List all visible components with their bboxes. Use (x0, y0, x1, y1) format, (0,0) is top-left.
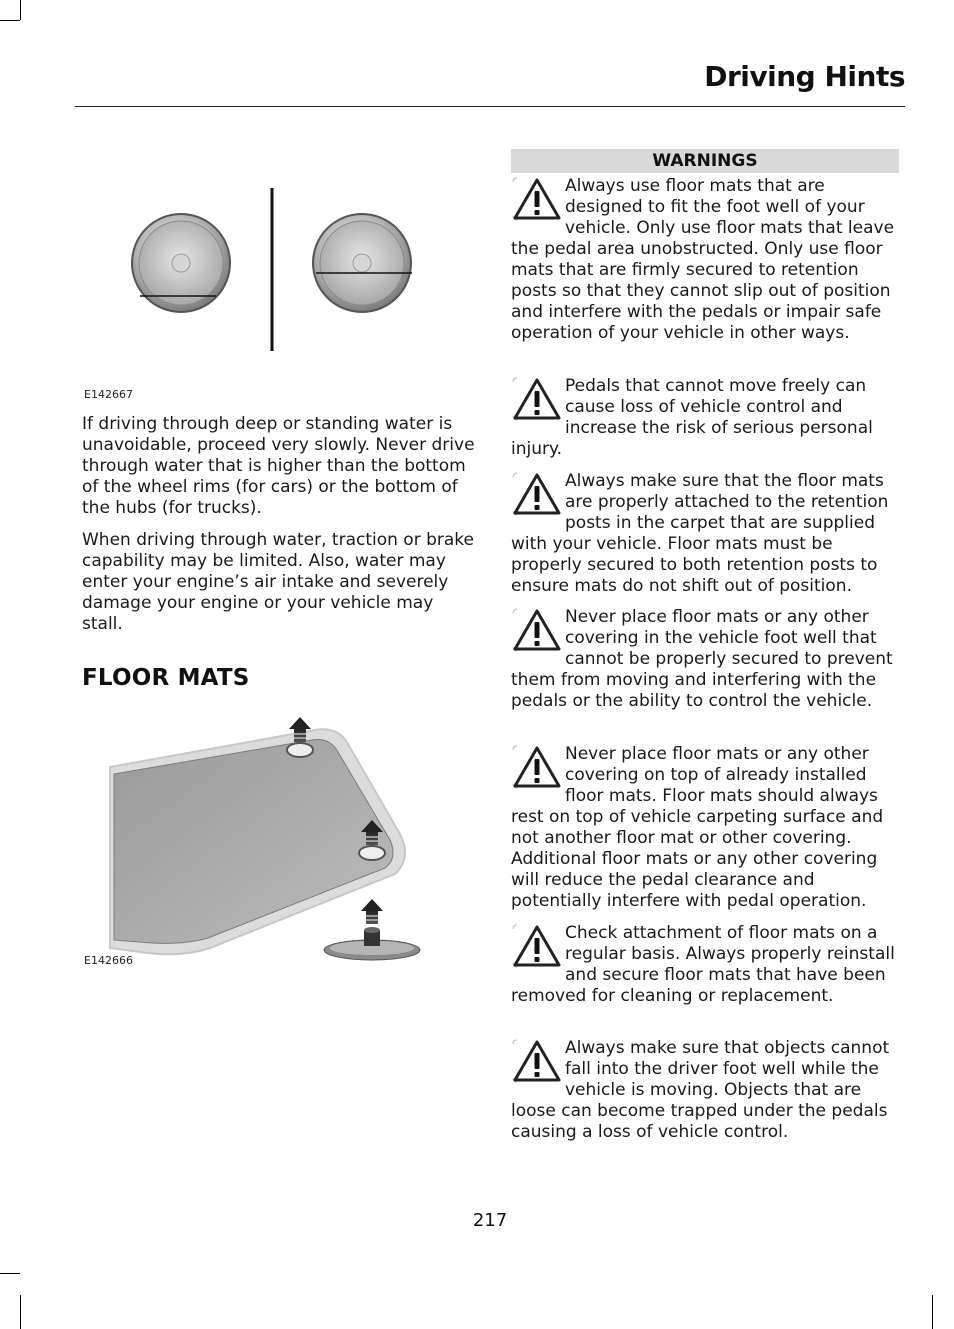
warning-triangle-icon (511, 174, 563, 224)
warning-text: Never place floor mats or any other covering on top of already installed floor mats. Floor mats should always rest on top of vehicle carpeting surface and not another floor mat or other covering. Additional floor mats or any other covering will reduce the pedal clearance and potentially interfere with pedal operation. (511, 744, 884, 911)
warning-triangle-icon (511, 469, 563, 519)
figure-code: E142667 (84, 388, 133, 401)
warning-text: Always make sure that objects cannot fall into the driver foot well while the vehicle is moving. Objects that are loose can become trapped under the pedals causing a loss of vehicle control. (511, 1038, 890, 1142)
crop-mark (0, 1273, 20, 1274)
section-heading: FLOOR MATS (82, 665, 250, 691)
figure-code: E142666 (84, 954, 133, 967)
car-wheel-icon (132, 214, 230, 312)
floor-mat-illustration (100, 712, 430, 967)
crop-mark (20, 0, 21, 20)
carpet-post-icon (324, 899, 420, 960)
warning-block (511, 376, 901, 460)
warnings-header: WARNINGS (511, 149, 899, 173)
warning-text: Always make sure that the floor mats are properly attached to the retention posts in the carpet that are supplied with your vehicle. Floor mats must be properly secured to both retention posts to ensure mats do not shift out of position. (511, 471, 889, 596)
warning-text: Check attachment of floor mats on a regular basis. Always properly reinstall and secure floor mats that have been removed for cleaning or replacement. (511, 923, 895, 1006)
warning-triangle-icon (511, 1036, 563, 1086)
warning-block (511, 744, 901, 912)
warning-text: Never place floor mats or any other covering in the vehicle foot well that cannot be properly secured to prevent them from moving and interfering with the pedals or the ability to control the vehicle. (511, 607, 893, 711)
warning-triangle-icon (511, 374, 563, 424)
warning-text: Pedals that cannot move freely can cause loss of vehicle control and increase the risk of serious personal injury. (511, 376, 873, 459)
crop-mark (20, 1295, 21, 1329)
crop-mark (932, 1295, 933, 1329)
truck-wheel-icon (313, 214, 412, 312)
warning-triangle-icon (511, 921, 563, 971)
paragraph: If driving through deep or standing water is unavoidable, proceed very slowly. Never drive through water that is higher than the bottom of the wheel rims (for cars) or the bottom of the hubs (for trucks). (82, 414, 475, 518)
page-number: 217 (472, 1210, 508, 1231)
warning-block (511, 607, 901, 712)
wheel-water-level-illustration (120, 185, 430, 355)
title-divider (75, 106, 905, 107)
warning-block (511, 1038, 901, 1143)
warning-block (511, 176, 901, 344)
warning-block (511, 923, 901, 1007)
paragraph: When driving through water, traction or brake capability may be limited. Also, water may enter your engine’s air intake and severely damage your engine or your vehicle may stall. (82, 530, 474, 634)
warning-triangle-icon (511, 605, 563, 655)
page-title: Driving Hints (704, 60, 905, 93)
floor-mat-icon (110, 729, 405, 954)
warning-triangle-icon (511, 742, 563, 792)
warning-block (511, 471, 901, 597)
crop-mark (0, 20, 20, 21)
warning-text: Always use floor mats that are designed to fit the foot well of your vehicle. Only use floor mats that leave the pedal area unobstructed. Only use floor mats that are firmly secured to retention posts so that they cannot slip out of position and interfere with the pedals or impair safe operation of your vehicle in other ways. (511, 176, 895, 343)
